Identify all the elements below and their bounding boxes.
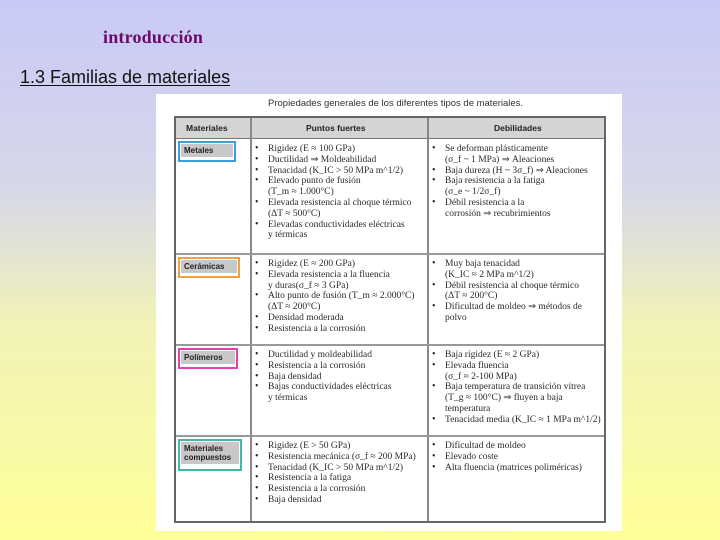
bullet-item: • Baja temperatura de transición vítrea: [431, 382, 605, 393]
bullet-continuation: temperatura: [445, 403, 491, 414]
bullet-item: • Resistencia a la corrosión: [254, 324, 426, 335]
materials-table: [174, 116, 606, 523]
header-strengths: Puntos fuertes: [306, 123, 366, 133]
bullet-item: • Densidad moderada: [254, 313, 426, 324]
bullet-continuation: y duras(σ_f ≈ 3 GPa): [268, 280, 349, 291]
bullet-item: • Alta fluencia (matrices poliméricas): [431, 463, 605, 474]
material-label-metales: Metales: [181, 144, 233, 157]
bullet-item: • Resistencia mecánica (σ_f ≈ 200 MPa): [254, 452, 426, 463]
bullet-item: • Tenacidad (K_IC > 50 MPa m^1/2): [254, 463, 426, 474]
table-caption: Propiedades generales de los diferentes tipos de materiales.: [268, 98, 524, 109]
bullet-item: • Baja dureza (H ~ 3σ_f) ⇒ Aleaciones: [431, 166, 605, 177]
bullet-continuation: y térmicas: [268, 393, 308, 404]
header-weaknesses: Debilidades: [494, 123, 542, 133]
bullet-item: • Débil resistencia al choque térmico: [431, 281, 605, 292]
bullet-continuation: (ΔT ≈ 200°C): [268, 302, 321, 313]
bullet-item: • Baja densidad: [254, 495, 426, 506]
bullet-item: • Se deforman plásticamente: [431, 144, 605, 155]
bullet-item: • Tenacidad (K_IC > 50 MPa m^1/2): [254, 166, 426, 177]
bullet-continuation: (T_m ≈ 1.000°C): [268, 187, 334, 198]
bullet-item: • Dificultad de moldeo: [431, 441, 605, 452]
material-label-polimeros: Polímeros: [181, 351, 235, 364]
bullet-item: • Resistencia a la fatiga: [254, 473, 426, 484]
bullet-item: • Rigidez (E ≈ 200 GPa): [254, 259, 426, 270]
bullet-item: • Ductilidad ⇒ Moldeabilidad: [254, 155, 426, 166]
weaknesses-ceramicas: [431, 259, 605, 324]
bullet-item: • Débil resistencia a la: [431, 198, 605, 209]
bullet-item: • Tenacidad media (K_IC ≈ 1 MPa m^1/2): [431, 415, 605, 426]
bullet-item: • Dificultad de moldeo ⇒ métodos de: [431, 302, 605, 313]
bullet-item: • Muy baja tenacidad: [431, 259, 605, 270]
column-divider: [250, 118, 252, 521]
slide-subtitle: 1.3 Familias de materiales: [20, 67, 231, 87]
bullet-continuation: y térmicas: [268, 230, 308, 241]
weaknesses-polimeros: [431, 350, 605, 426]
bullet-item: • Elevada resistencia a la fluencia: [254, 270, 426, 281]
row-divider: [176, 435, 604, 437]
row-divider: [176, 253, 604, 255]
header-materials: Materiales: [186, 123, 228, 133]
bullet-item: • Baja resistencia a la fatiga: [431, 176, 605, 187]
bullet-continuation: (σ_e ~ 1/2σ_f): [445, 187, 501, 198]
bullet-continuation: (ΔT ≈ 200°C): [445, 291, 498, 302]
bullet-item: • Baja rigidez (E ≈ 2 GPa): [431, 350, 605, 361]
strengths-ceramicas: [254, 259, 426, 335]
bullet-continuation: (T_g ≈ 100°C) ⇒ fluyen a baja: [445, 393, 563, 404]
bullet-continuation: (σ_f ≈ 2-100 MPa): [445, 371, 517, 382]
strengths-polimeros: [254, 350, 426, 404]
strengths-metales: [254, 144, 426, 241]
table-header: [176, 118, 604, 139]
bullet-item: • Bajas conductividades eléctricas: [254, 382, 426, 393]
bullet-item: • Rigidez (E ≈ 100 GPa): [254, 144, 426, 155]
bullet-continuation: (K_IC ≈ 2 MPa m^1/2): [445, 269, 534, 280]
bullet-item: • Elevada resistencia al choque térmico: [254, 198, 426, 209]
column-divider: [427, 118, 429, 521]
bullet-item: • Elevado punto de fusión: [254, 176, 426, 187]
material-label-compuestos: Materiales compuestos: [181, 442, 239, 464]
materials-table-image: [156, 94, 622, 531]
bullet-item: • Elevado coste: [431, 452, 605, 463]
bullet-continuation: (ΔT ≈ 500°C): [268, 208, 321, 219]
weaknesses-metales: [431, 144, 605, 220]
bullet-item: • Ductilidad y moldeabilidad: [254, 350, 426, 361]
bullet-continuation: (σ_f ~ 1 MPa) ⇒ Aleaciones: [445, 154, 555, 165]
bullet-item: • Resistencia a la corrosión: [254, 484, 426, 495]
bullet-item: • Alto punto de fusión (T_m ≈ 2.000°C): [254, 291, 426, 302]
weaknesses-compuestos: [431, 441, 605, 473]
bullet-continuation: corrosión ⇒ recubrimientos: [445, 208, 551, 219]
row-divider: [176, 344, 604, 346]
bullet-item: • Resistencia a la corrosión: [254, 361, 426, 372]
bullet-continuation: polvo: [445, 312, 467, 323]
bullet-item: • Rigidez (E > 50 GPa): [254, 441, 426, 452]
bullet-item: • Baja densidad: [254, 372, 426, 383]
bullet-item: • Elevada fluencia: [431, 361, 605, 372]
material-label-ceramicas: Cerámicas: [181, 260, 237, 273]
strengths-compuestos: [254, 441, 426, 506]
bullet-item: • Elevadas conductividades eléctricas: [254, 220, 426, 231]
slide-title: introducción: [103, 27, 204, 47]
